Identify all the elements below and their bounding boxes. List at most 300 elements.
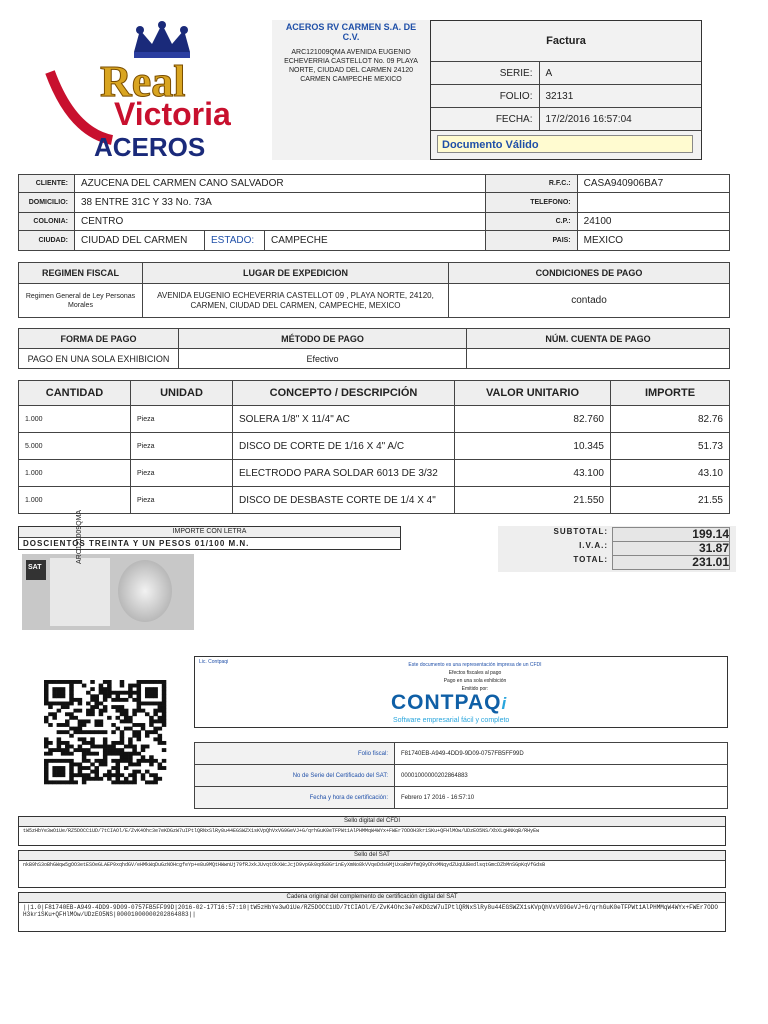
- qr-module: [78, 762, 83, 766]
- qr-module: [57, 773, 62, 777]
- qr-module: [153, 773, 158, 777]
- qr-module: [69, 680, 74, 684]
- qr-module: [137, 702, 142, 706]
- cadena-original-title: Cadena original del complemento de certificación digital del SAT: [19, 893, 725, 903]
- qr-module: [86, 709, 91, 713]
- qr-module: [103, 709, 108, 713]
- iva-label: I.V.A.:: [579, 541, 608, 550]
- qr-module: [124, 759, 129, 763]
- qr-module: [44, 687, 49, 691]
- qr-module: [128, 773, 133, 777]
- importe-cell: 51.73: [611, 433, 730, 460]
- qr-module: [69, 759, 74, 763]
- qr-module: [149, 755, 154, 759]
- rfc-label: R.F.C.:: [485, 175, 577, 193]
- qr-module: [82, 719, 87, 723]
- qr-module: [73, 698, 78, 702]
- contpaq-brand-i: i: [501, 694, 507, 713]
- qr-module: [99, 759, 104, 763]
- qr-module: [132, 752, 137, 756]
- qr-module: [120, 719, 125, 723]
- cantidad-cell: 1.000: [19, 406, 131, 433]
- fecha-certificacion-label: Fecha y hora de certificación:: [195, 787, 395, 809]
- cp-label: C.P.:: [485, 213, 577, 231]
- qr-module: [149, 723, 154, 727]
- qr-module: [99, 719, 104, 723]
- invoice-box: [430, 20, 702, 160]
- qr-module: [82, 723, 87, 727]
- qr-module: [57, 691, 62, 695]
- qr-module: [141, 773, 146, 777]
- sello-cfdi-title: Sello digital del CFDI: [19, 817, 725, 827]
- regimen-value: Regimen General de Ley Personas Morales: [19, 284, 143, 318]
- qr-module: [153, 719, 158, 723]
- qr-module: [132, 748, 137, 752]
- cantidad-cell: 5.000: [19, 433, 131, 460]
- estado-label: ESTADO:: [205, 231, 265, 251]
- qr-module: [120, 709, 125, 713]
- qr-module: [149, 762, 154, 766]
- qr-module: [145, 694, 150, 698]
- qr-module: [73, 773, 78, 777]
- qr-module: [162, 741, 167, 745]
- qr-module: [132, 712, 137, 716]
- cp-value: 24100: [577, 213, 729, 231]
- metodo-header: MÉTODO DE PAGO: [179, 329, 467, 349]
- qr-module: [73, 780, 78, 784]
- qr-module: [158, 719, 163, 723]
- qr-module: [120, 741, 125, 745]
- qr-module: [69, 727, 74, 731]
- qr-module: [107, 684, 112, 688]
- qr-module: [128, 716, 133, 720]
- qr-module: [94, 745, 99, 749]
- total-value: 231.01: [612, 555, 730, 570]
- telefono-value: [577, 193, 729, 213]
- qr-module: [90, 730, 95, 734]
- qr-module: [52, 687, 57, 691]
- qr-module: [48, 759, 53, 763]
- qr-module: [137, 694, 142, 698]
- qr-code: [44, 680, 166, 784]
- valor-cell: 21.550: [455, 487, 611, 514]
- qr-module: [52, 712, 57, 716]
- qr-module: [65, 759, 70, 763]
- qr-module: [65, 780, 70, 784]
- qr-module: [65, 705, 70, 709]
- sello-sat-text: nkB9hS3oBhGWqw5gOO3etESOeGLAEP9xqhdGV/eHMkWqDuGzNOHcgfeYp+e8u9MQtHWwnUj79fRJxkJUvqtOkXWcJcjD9vpGk0qdG8Gr1nEyXmNo8kVVqeDdsGMjUxaRmVfmQ9yDhxMNqydZUqUUBedlsqtGmcDZbMnSGpKqVfGdsB: [23, 862, 546, 868]
- qr-module: [69, 752, 74, 756]
- qr-module: [78, 698, 83, 702]
- domicilio-value: 38 ENTRE 31C Y 33 No. 73A: [75, 193, 486, 213]
- qr-module: [111, 759, 116, 763]
- sello-cfdi-box: [18, 816, 726, 846]
- unidad-cell: Pieza: [131, 460, 233, 487]
- qr-module: [162, 748, 167, 752]
- qr-module: [120, 698, 125, 702]
- qr-module: [44, 694, 49, 698]
- subtotal-value: 199.14: [612, 527, 730, 542]
- qr-module: [145, 759, 150, 763]
- contpaq-line2: Efectos fiscales al pago: [448, 670, 502, 676]
- qr-module: [61, 680, 66, 684]
- qr-module: [120, 734, 125, 738]
- table-row: [19, 433, 730, 460]
- qr-module: [52, 759, 57, 763]
- sello-cfdi-text: tW5zHbYe3wOiUe/RZ5DOCC1UD/7tCIAOl/E/ZvK4Ohc3e7eKDGzW7uIPtlQRNxSlRy8u44EGSWZX1sKVpQhVxVG9GeVJ+G/qrhGuK0eTFPWt1AlPHMMqW4WYx+FWEr7ODOH3kr1SKu+QFHlMOw/UDzEO5NS/XbXLgHNKqB/RHyEw: [23, 828, 540, 834]
- qr-module: [94, 777, 99, 781]
- qr-module: [90, 698, 95, 702]
- sello-sat-title: Sello del SAT: [19, 851, 725, 861]
- qr-module: [57, 723, 62, 727]
- qr-module: [132, 684, 137, 688]
- fiscal-table: [18, 262, 730, 318]
- qr-module: [103, 680, 108, 684]
- qr-module: [162, 719, 167, 723]
- qr-module: [153, 691, 158, 695]
- qr-module: [158, 762, 163, 766]
- qr-module: [120, 684, 125, 688]
- qr-module: [149, 687, 154, 691]
- qr-module: [137, 759, 142, 763]
- qr-module: [57, 766, 62, 770]
- forma-header: FORMA DE PAGO: [19, 329, 179, 349]
- qr-module: [52, 691, 57, 695]
- qr-module: [116, 766, 121, 770]
- qr-module: [132, 745, 137, 749]
- photo-area: [118, 560, 172, 622]
- qr-module: [44, 716, 49, 720]
- qr-module: [57, 748, 62, 752]
- qr-module: [44, 737, 49, 741]
- qr-module: [107, 777, 112, 781]
- qr-module: [145, 702, 150, 706]
- qr-module: [132, 762, 137, 766]
- qr-module: [48, 752, 53, 756]
- amount-words-title: IMPORTE CON LETRA: [19, 527, 400, 538]
- concepto-header: CONCEPTO / DESCRIPCIÓN: [233, 381, 455, 406]
- qr-module: [48, 712, 53, 716]
- qr-module: [124, 752, 129, 756]
- qr-module: [120, 691, 125, 695]
- qr-module: [52, 766, 57, 770]
- qr-module: [61, 702, 66, 706]
- qr-module: [111, 723, 116, 727]
- qr-module: [137, 709, 142, 713]
- qr-module: [61, 759, 66, 763]
- qr-module: [57, 702, 62, 706]
- qr-module: [90, 741, 95, 745]
- qr-module: [116, 762, 121, 766]
- qr-module: [137, 770, 142, 774]
- qr-module: [141, 759, 146, 763]
- qr-module: [69, 777, 74, 781]
- qr-module: [65, 702, 70, 706]
- qr-module: [153, 702, 158, 706]
- qr-module: [69, 712, 74, 716]
- qr-module: [141, 680, 146, 684]
- qr-module: [128, 745, 133, 749]
- qr-module: [61, 723, 66, 727]
- qr-module: [90, 709, 95, 713]
- qr-module: [116, 741, 121, 745]
- fecha-value: 17/2/2016 16:57:04: [539, 108, 701, 131]
- qr-module: [78, 719, 83, 723]
- qr-module: [107, 687, 112, 691]
- qr-module: [57, 680, 62, 684]
- qr-module: [120, 752, 125, 756]
- qr-module: [57, 687, 62, 691]
- qr-module: [82, 730, 87, 734]
- qr-module: [65, 741, 70, 745]
- qr-module: [82, 752, 87, 756]
- qr-module: [103, 691, 108, 695]
- qr-module: [48, 723, 53, 727]
- qr-module: [120, 780, 125, 784]
- qr-module: [116, 705, 121, 709]
- qr-module: [158, 716, 163, 720]
- sat-rfc-code: ARC121009QMA: [76, 509, 83, 564]
- qr-module: [69, 745, 74, 749]
- qr-module: [90, 737, 95, 741]
- cliente-value: AZUCENA DEL CARMEN CANO SALVADOR: [75, 175, 486, 193]
- serie-value: A: [539, 62, 701, 85]
- qr-module: [145, 730, 150, 734]
- qr-module: [94, 719, 99, 723]
- qr-module: [137, 723, 142, 727]
- qr-module: [141, 777, 146, 781]
- qr-module: [48, 680, 53, 684]
- qr-module: [78, 766, 83, 770]
- qr-module: [86, 773, 91, 777]
- qr-module: [44, 762, 49, 766]
- condiciones-value: contado: [449, 284, 730, 318]
- company-logo: [42, 22, 270, 160]
- contpaq-logo: [391, 691, 506, 715]
- qr-module: [86, 702, 91, 706]
- qr-module: [65, 719, 70, 723]
- qr-module: [44, 773, 49, 777]
- qr-module: [120, 748, 125, 752]
- qr-module: [65, 680, 70, 684]
- qr-module: [153, 680, 158, 684]
- qr-module: [128, 755, 133, 759]
- qr-module: [52, 770, 57, 774]
- qr-module: [137, 691, 142, 695]
- serie-certificado-label: No de Serie del Certificado del SAT:: [195, 765, 395, 787]
- qr-module: [78, 730, 83, 734]
- qr-module: [116, 773, 121, 777]
- issuer-block: [272, 20, 430, 160]
- qr-module: [86, 719, 91, 723]
- qr-module: [124, 716, 129, 720]
- qr-module: [145, 712, 150, 716]
- qr-module: [162, 716, 167, 720]
- concepto-cell: DISCO DE DESBASTE CORTE DE 1/4 X 4": [233, 487, 455, 514]
- qr-module: [86, 730, 91, 734]
- qr-module: [153, 759, 158, 763]
- qr-module: [69, 770, 74, 774]
- qr-module: [52, 780, 57, 784]
- qr-module: [99, 702, 104, 706]
- qr-module: [132, 698, 137, 702]
- qr-module: [158, 741, 163, 745]
- contpaq-corner: Lic. Contpaqi: [199, 659, 229, 665]
- qr-module: [132, 730, 137, 734]
- qr-module: [158, 702, 163, 706]
- qr-module: [44, 691, 49, 695]
- qr-module: [99, 709, 104, 713]
- contpaq-line4: Emitido por:: [461, 686, 489, 692]
- qr-module: [44, 698, 49, 702]
- qr-module: [158, 734, 163, 738]
- qr-module: [128, 752, 133, 756]
- qr-module: [57, 737, 62, 741]
- qr-module: [86, 752, 91, 756]
- qr-module: [44, 759, 49, 763]
- qr-module: [141, 748, 146, 752]
- qr-module: [69, 766, 74, 770]
- qr-module: [90, 687, 95, 691]
- qr-module: [128, 694, 133, 698]
- qr-module: [158, 709, 163, 713]
- qr-module: [99, 723, 104, 727]
- qr-module: [116, 691, 121, 695]
- qr-module: [111, 741, 116, 745]
- qr-module: [82, 773, 87, 777]
- qr-module: [52, 680, 57, 684]
- qr-module: [65, 745, 70, 749]
- qr-module: [158, 777, 163, 781]
- qr-module: [86, 748, 91, 752]
- cuenta-header: NÚM. CUENTA DE PAGO: [467, 329, 730, 349]
- qr-module: [111, 752, 116, 756]
- qr-module: [57, 759, 62, 763]
- qr-module: [103, 752, 108, 756]
- qr-module: [128, 741, 133, 745]
- contpaq-brand: CONTPAQ: [391, 691, 502, 714]
- qr-module: [82, 684, 87, 688]
- qr-module: [94, 759, 99, 763]
- folio-label: FOLIO:: [431, 85, 539, 108]
- qr-module: [145, 780, 150, 784]
- qr-module: [111, 745, 116, 749]
- qr-module: [69, 716, 74, 720]
- qr-module: [86, 766, 91, 770]
- serie-certificado-value: 00001000000202864883: [395, 765, 728, 787]
- qr-module: [158, 766, 163, 770]
- qr-module: [158, 737, 163, 741]
- qr-module: [153, 694, 158, 698]
- valor-cell: 43.100: [455, 460, 611, 487]
- qr-module: [111, 691, 116, 695]
- qr-module: [94, 730, 99, 734]
- qr-module: [137, 698, 142, 702]
- qr-module: [153, 730, 158, 734]
- qr-module: [94, 773, 99, 777]
- qr-module: [137, 734, 142, 738]
- serie-label: SERIE:: [431, 62, 539, 85]
- qr-module: [132, 691, 137, 695]
- qr-module: [107, 680, 112, 684]
- ciudad-label: CIUDAD:: [19, 231, 75, 251]
- qr-module: [69, 702, 74, 706]
- qr-module: [90, 712, 95, 716]
- qr-module: [82, 741, 87, 745]
- qr-module: [69, 762, 74, 766]
- qr-module: [162, 691, 167, 695]
- qr-module: [44, 741, 49, 745]
- qr-module: [65, 730, 70, 734]
- qr-module: [158, 727, 163, 731]
- qr-module: [52, 748, 57, 752]
- contpaq-tagline: Software empresarial fácil y completo: [393, 717, 510, 724]
- importe-cell: 43.10: [611, 460, 730, 487]
- qr-module: [82, 737, 87, 741]
- qr-module: [158, 705, 163, 709]
- qr-module: [137, 762, 142, 766]
- qr-module: [48, 705, 53, 709]
- qr-module: [120, 705, 125, 709]
- qr-module: [124, 709, 129, 713]
- items-table: [18, 380, 730, 514]
- table-row: [19, 406, 730, 433]
- logo-line3: ACEROS: [94, 132, 206, 162]
- qr-module: [94, 770, 99, 774]
- qr-module: [120, 730, 125, 734]
- qr-module: [73, 762, 78, 766]
- qr-module: [78, 709, 83, 713]
- qr-module: [141, 709, 146, 713]
- qr-module: [44, 680, 49, 684]
- qr-module: [44, 777, 49, 781]
- qr-module: [120, 680, 125, 684]
- qr-module: [132, 770, 137, 774]
- qr-module: [44, 719, 49, 723]
- condiciones-header: CONDICIONES DE PAGO: [449, 263, 730, 284]
- cantidad-header: CANTIDAD: [19, 381, 131, 406]
- qr-module: [44, 684, 49, 688]
- qr-module: [111, 748, 116, 752]
- qr-module: [116, 694, 121, 698]
- qr-module: [103, 759, 108, 763]
- qr-module: [149, 691, 154, 695]
- qr-module: [116, 770, 121, 774]
- fecha-label: FECHA:: [431, 108, 539, 131]
- qr-module: [57, 709, 62, 713]
- pais-value: MEXICO: [577, 231, 729, 251]
- qr-module: [69, 684, 74, 688]
- concepto-cell: SOLERA 1/8" X 11/4" AC: [233, 406, 455, 433]
- qr-module: [162, 698, 167, 702]
- qr-module: [44, 745, 49, 749]
- qr-module: [78, 727, 83, 731]
- table-row: [19, 487, 730, 514]
- qr-module: [162, 712, 167, 716]
- qr-module: [78, 737, 83, 741]
- qr-module: [153, 709, 158, 713]
- qr-module: [82, 755, 87, 759]
- qr-module: [57, 730, 62, 734]
- importe-header: IMPORTE: [611, 381, 730, 406]
- qr-module: [73, 709, 78, 713]
- qr-module: [153, 712, 158, 716]
- rfc-value: CASA940906BA7: [577, 175, 729, 193]
- folio-fiscal-value: F81740EB-A949-4DD9-9D09-0757FB5FF99D: [395, 743, 728, 765]
- cantidad-cell: 1.000: [19, 487, 131, 514]
- qr-module: [137, 680, 142, 684]
- qr-module: [99, 691, 104, 695]
